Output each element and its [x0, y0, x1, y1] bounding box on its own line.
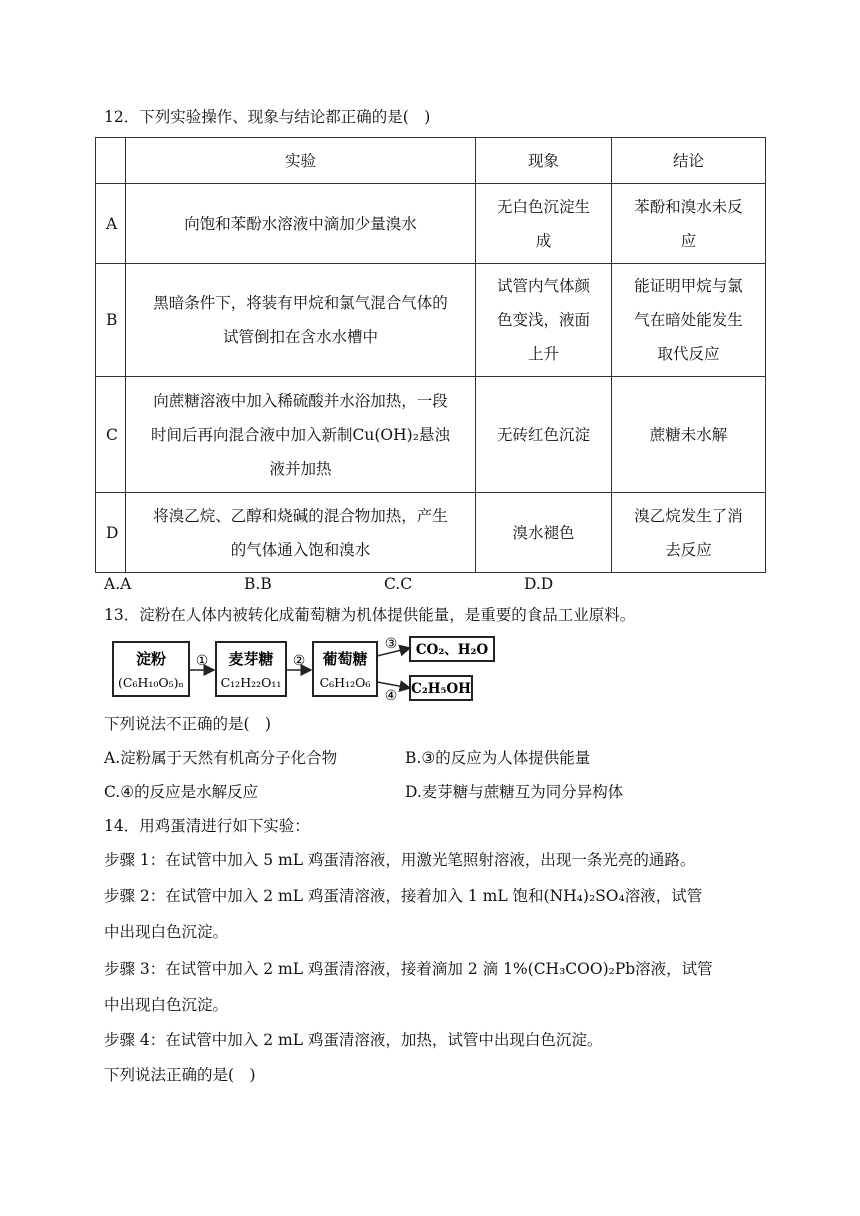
row-conclusion: 溴乙烷发生了消 去反应: [612, 493, 766, 573]
row-phenomenon: 溴水褪色: [476, 493, 612, 573]
row-experiment: 向饱和苯酚水溶液中滴加少量溴水: [126, 184, 476, 264]
q14-step1: 步骤 1：在试管中加入 5 mL 鸡蛋清溶液，用激光笔照射溶液，出现一条光亮的通路。: [104, 851, 696, 869]
q14-step2-line1: 步骤 2：在试管中加入 2 mL 鸡蛋清溶液，接着加入 1 mL 饱和(NH₄)₂SO₄溶液，试管: [104, 887, 703, 905]
row-experiment: 将溴乙烷、乙醇和烧碱的混合物加热，产生 的气体通入饱和溴水: [126, 493, 476, 573]
q13-option-d[interactable]: D.麦芽糖与蔗糖互为同分异构体: [405, 783, 624, 801]
glucose-label: 葡萄糖: [322, 650, 368, 668]
row-conclusion: 能证明甲烷与氯 气在暗处能发生 取代反应: [612, 264, 766, 377]
header-phenomenon: 现象: [476, 138, 612, 184]
row-label: B: [96, 264, 126, 377]
q14-step3-line1: 步骤 3：在试管中加入 2 mL 鸡蛋清溶液，接着滴加 2 滴 1%(CH₃COO)₂Pb溶液，试管: [104, 960, 713, 978]
step3-label: ③: [384, 636, 398, 652]
ethanol-label: C₂H₅OH: [411, 681, 471, 697]
q12-table: [95, 137, 766, 573]
q13-ask: 下列说法不正确的是( ): [104, 715, 272, 733]
row-conclusion: 蔗糖未水解: [612, 377, 766, 493]
row-label: D: [96, 493, 126, 573]
row-phenomenon: 无砖红色沉淀: [476, 377, 612, 493]
header-conclusion: 结论: [612, 138, 766, 184]
row-phenomenon: 试管内气体颜 色变浅，液面 上升: [476, 264, 612, 377]
starch-formula: (C₆H₁₀O₅)ₙ: [118, 675, 184, 690]
q14-ask: 下列说法正确的是( ): [104, 1066, 256, 1084]
row-experiment: 黑暗条件下，将装有甲烷和氯气混合气体的 试管倒扣在含水水槽中: [126, 264, 476, 377]
row-label: A: [96, 184, 126, 264]
table-row: [96, 264, 766, 377]
q12-choices: [104, 575, 664, 593]
row-experiment: 向蔗糖溶液中加入稀硫酸并水浴加热，一段 时间后再向混合液中加入新制Cu(OH)₂悬浊 液并加热: [126, 377, 476, 493]
choice-c[interactable]: C.C: [384, 575, 413, 593]
starch-label: 淀粉: [135, 650, 167, 668]
q14-stem: 14．用鸡蛋清进行如下实验：: [104, 817, 310, 835]
header-experiment: 实验: [126, 138, 476, 184]
step2-label: ②: [292, 653, 306, 669]
step4-label: ④: [384, 688, 398, 704]
choice-b[interactable]: B.B: [244, 575, 272, 593]
maltose-label: 麦芽糖: [228, 650, 274, 668]
choice-a[interactable]: A.A: [104, 575, 132, 593]
choice-d[interactable]: D.D: [524, 575, 554, 593]
table-row: [96, 493, 766, 573]
row-label: C: [96, 377, 126, 493]
q13-option-c[interactable]: C.④的反应是水解反应: [104, 783, 259, 801]
co2-h2o-label: CO₂、H₂O: [415, 642, 489, 658]
maltose-formula: C₁₂H₂₂O₁₁: [220, 675, 282, 690]
row-conclusion: 苯酚和溴水未反 应: [612, 184, 766, 264]
q13-option-b[interactable]: B.③的反应为人体提供能量: [405, 749, 591, 767]
q13-option-a[interactable]: A.淀粉属于天然有机高分子化合物: [104, 749, 338, 767]
table-row: [96, 184, 766, 264]
step1-label: ①: [195, 653, 209, 669]
table-header-row: [96, 138, 766, 184]
q14-step4: 步骤 4：在试管中加入 2 mL 鸡蛋清溶液，加热，试管中出现白色沉淀。: [104, 1031, 603, 1049]
row-phenomenon: 无白色沉淀生 成: [476, 184, 612, 264]
q12-stem: 12．下列实验操作、现象与结论都正确的是( ): [104, 108, 431, 126]
q14-step3-line2: 中出现白色沉淀。: [104, 996, 229, 1014]
q13-stem: 13．淀粉在人体内被转化成葡萄糖为机体提供能量，是重要的食品工业原料。: [104, 606, 636, 624]
starch-conversion-diagram: [108, 634, 503, 704]
glucose-formula: C₆H₁₂O₆: [319, 675, 371, 690]
q14-step2-line2: 中出现白色沉淀。: [104, 923, 229, 941]
header-label: [96, 138, 126, 184]
table-row: [96, 377, 766, 493]
